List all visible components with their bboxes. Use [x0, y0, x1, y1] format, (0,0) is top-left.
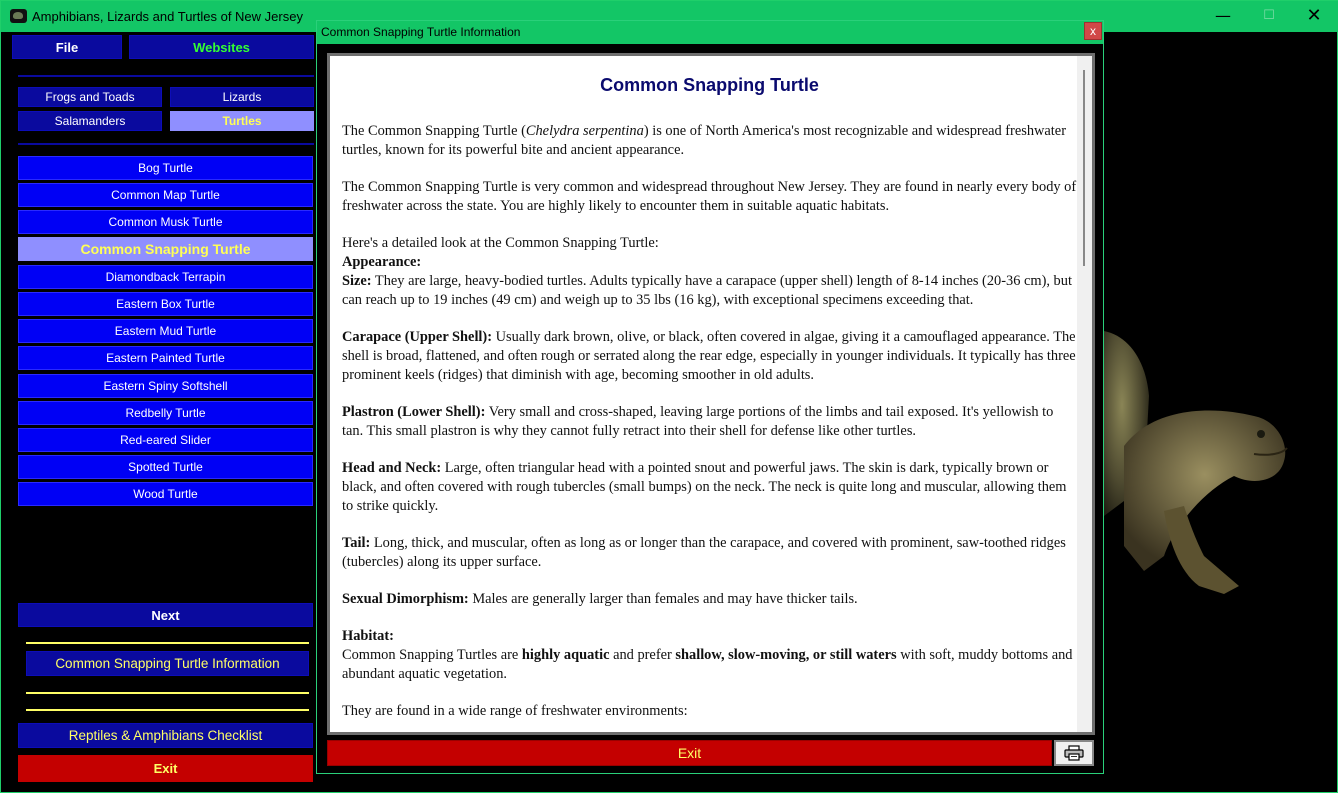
turtle-app-icon	[10, 9, 27, 23]
species-common-snapping-turtle[interactable]: Common Snapping Turtle	[18, 237, 313, 261]
species-common-map-turtle[interactable]: Common Map Turtle	[18, 183, 313, 207]
intro-paragraph: The Common Snapping Turtle (Chelydra serpentina) is one of North America's most recognizable and widespread freshwater turtles, known for its powerful bite and ancient appearance.	[342, 123, 1066, 158]
info-button[interactable]: Common Snapping Turtle Information	[26, 651, 309, 676]
species-wood-turtle[interactable]: Wood Turtle	[18, 482, 313, 506]
species-spotted-turtle[interactable]: Spotted Turtle	[18, 455, 313, 479]
species-bog-turtle[interactable]: Bog Turtle	[18, 156, 313, 180]
species-eastern-painted-turtle[interactable]: Eastern Painted Turtle	[18, 346, 313, 370]
environments-paragraph: They are found in a wide range of freshwater environments:	[342, 703, 688, 719]
head-paragraph: Head and Neck: Large, often triangular head with a pointed snout and powerful jaws. The skin is dark, typically brown or black, and often covered with rough tubercles (small bumps) on the neck. The neck is quite long and muscular, allowing them to strike quickly.	[342, 460, 1067, 514]
next-button[interactable]: Next	[18, 603, 313, 627]
category-salamanders[interactable]: Salamanders	[18, 111, 162, 131]
category-lizards[interactable]: Lizards	[170, 87, 314, 107]
appearance-heading: Appearance:	[342, 254, 422, 270]
habitat-heading: Habitat:	[342, 628, 394, 644]
size-paragraph: Size: They are large, heavy-bodied turtles. Adults typically have a carapace (upper shell) length of 8-14 inches (20-36 cm), but can reach up to 19 inches (49 cm) and weigh up to 35 lbs (16 kg), with exceptional specimens exceeding that.	[342, 273, 1072, 308]
scrollbar-thumb[interactable]	[1083, 70, 1085, 266]
dialog-close-button[interactable]: x	[1084, 22, 1102, 40]
carapace-paragraph: Carapace (Upper Shell): Usually dark brown, olive, or black, often covered in algae, giving it a camouflaged appearance. The shell is broad, flattened, and often rough or serrated along the rear edge, especially in younger individuals. It typically has three prominent keels (ridges) that diminish with age, becoming smoother in old adults.	[342, 329, 1076, 383]
info-heading: Common Snapping Turtle	[600, 75, 819, 95]
species-eastern-spiny-softshell[interactable]: Eastern Spiny Softshell	[18, 374, 313, 398]
species-eastern-box-turtle[interactable]: Eastern Box Turtle	[18, 292, 313, 316]
species-common-musk-turtle[interactable]: Common Musk Turtle	[18, 210, 313, 234]
scrollbar[interactable]	[1077, 56, 1095, 735]
info-dialog	[316, 20, 1104, 774]
checklist-button[interactable]: Reptiles & Amphibians Checklist	[18, 723, 313, 748]
websites-menu-button[interactable]: Websites	[129, 35, 314, 59]
snapping-turtle-photo	[1104, 326, 1294, 601]
distribution-paragraph: The Common Snapping Turtle is very common and widespread throughout New Jersey. They are found in nearly every body of freshwater across the state. You are highly likely to encounter them in suitable aquatic habitats.	[342, 179, 1077, 214]
divider	[18, 75, 314, 77]
dialog-title: Common Snapping Turtle Information	[321, 25, 521, 39]
plastron-paragraph: Plastron (Lower Shell): Very small and cross-shaped, leaving large portions of the limbs and tail exposed. It's yellowish to tan. This small plastron is why they cannot fully retract into their shell for defense like other turtles.	[342, 404, 1054, 439]
divider	[26, 709, 309, 711]
divider	[18, 143, 314, 145]
category-frogs-and-toads[interactable]: Frogs and Toads	[18, 87, 162, 107]
tail-paragraph: Tail: Long, thick, and muscular, often as long as or longer than the carapace, and covered with prominent, saw-toothed ridges (tubercles) along its upper surface.	[342, 535, 1066, 570]
print-button[interactable]	[1054, 740, 1094, 766]
close-button[interactable]: ✕	[1306, 5, 1322, 26]
species-diamondback-terrapin[interactable]: Diamondback Terrapin	[18, 265, 313, 289]
divider	[26, 642, 309, 644]
minimize-button[interactable]: —	[1215, 6, 1231, 25]
species-eastern-mud-turtle[interactable]: Eastern Mud Turtle	[18, 319, 313, 343]
divider	[26, 692, 309, 694]
exit-button[interactable]: Exit	[18, 755, 313, 782]
habitat-paragraph: Common Snapping Turtles are highly aquatic and prefer shallow, slow-moving, or still waters with soft, muddy bottoms and abundant aquatic vegetation.	[342, 647, 1073, 682]
dimorphism-paragraph: Sexual Dimorphism: Males are generally larger than females and may have thicker tails.	[342, 591, 858, 607]
dialog-title-bar[interactable]	[317, 21, 1103, 44]
species-red-eared-slider[interactable]: Red-eared Slider	[18, 428, 313, 452]
info-text[interactable]	[342, 56, 1077, 735]
species-redbelly-turtle[interactable]: Redbelly Turtle	[18, 401, 313, 425]
content-frame	[327, 53, 1095, 735]
maximize-button[interactable]: ☐	[1263, 8, 1275, 23]
printer-icon	[1064, 745, 1084, 761]
category-turtles[interactable]: Turtles	[170, 111, 314, 131]
detail-intro: Here's a detailed look at the Common Snapping Turtle:	[342, 235, 659, 251]
file-menu-button[interactable]: File	[12, 35, 122, 59]
dialog-exit-button[interactable]: Exit	[327, 740, 1052, 766]
app-title: Amphibians, Lizards and Turtles of New Jersey	[32, 9, 303, 24]
